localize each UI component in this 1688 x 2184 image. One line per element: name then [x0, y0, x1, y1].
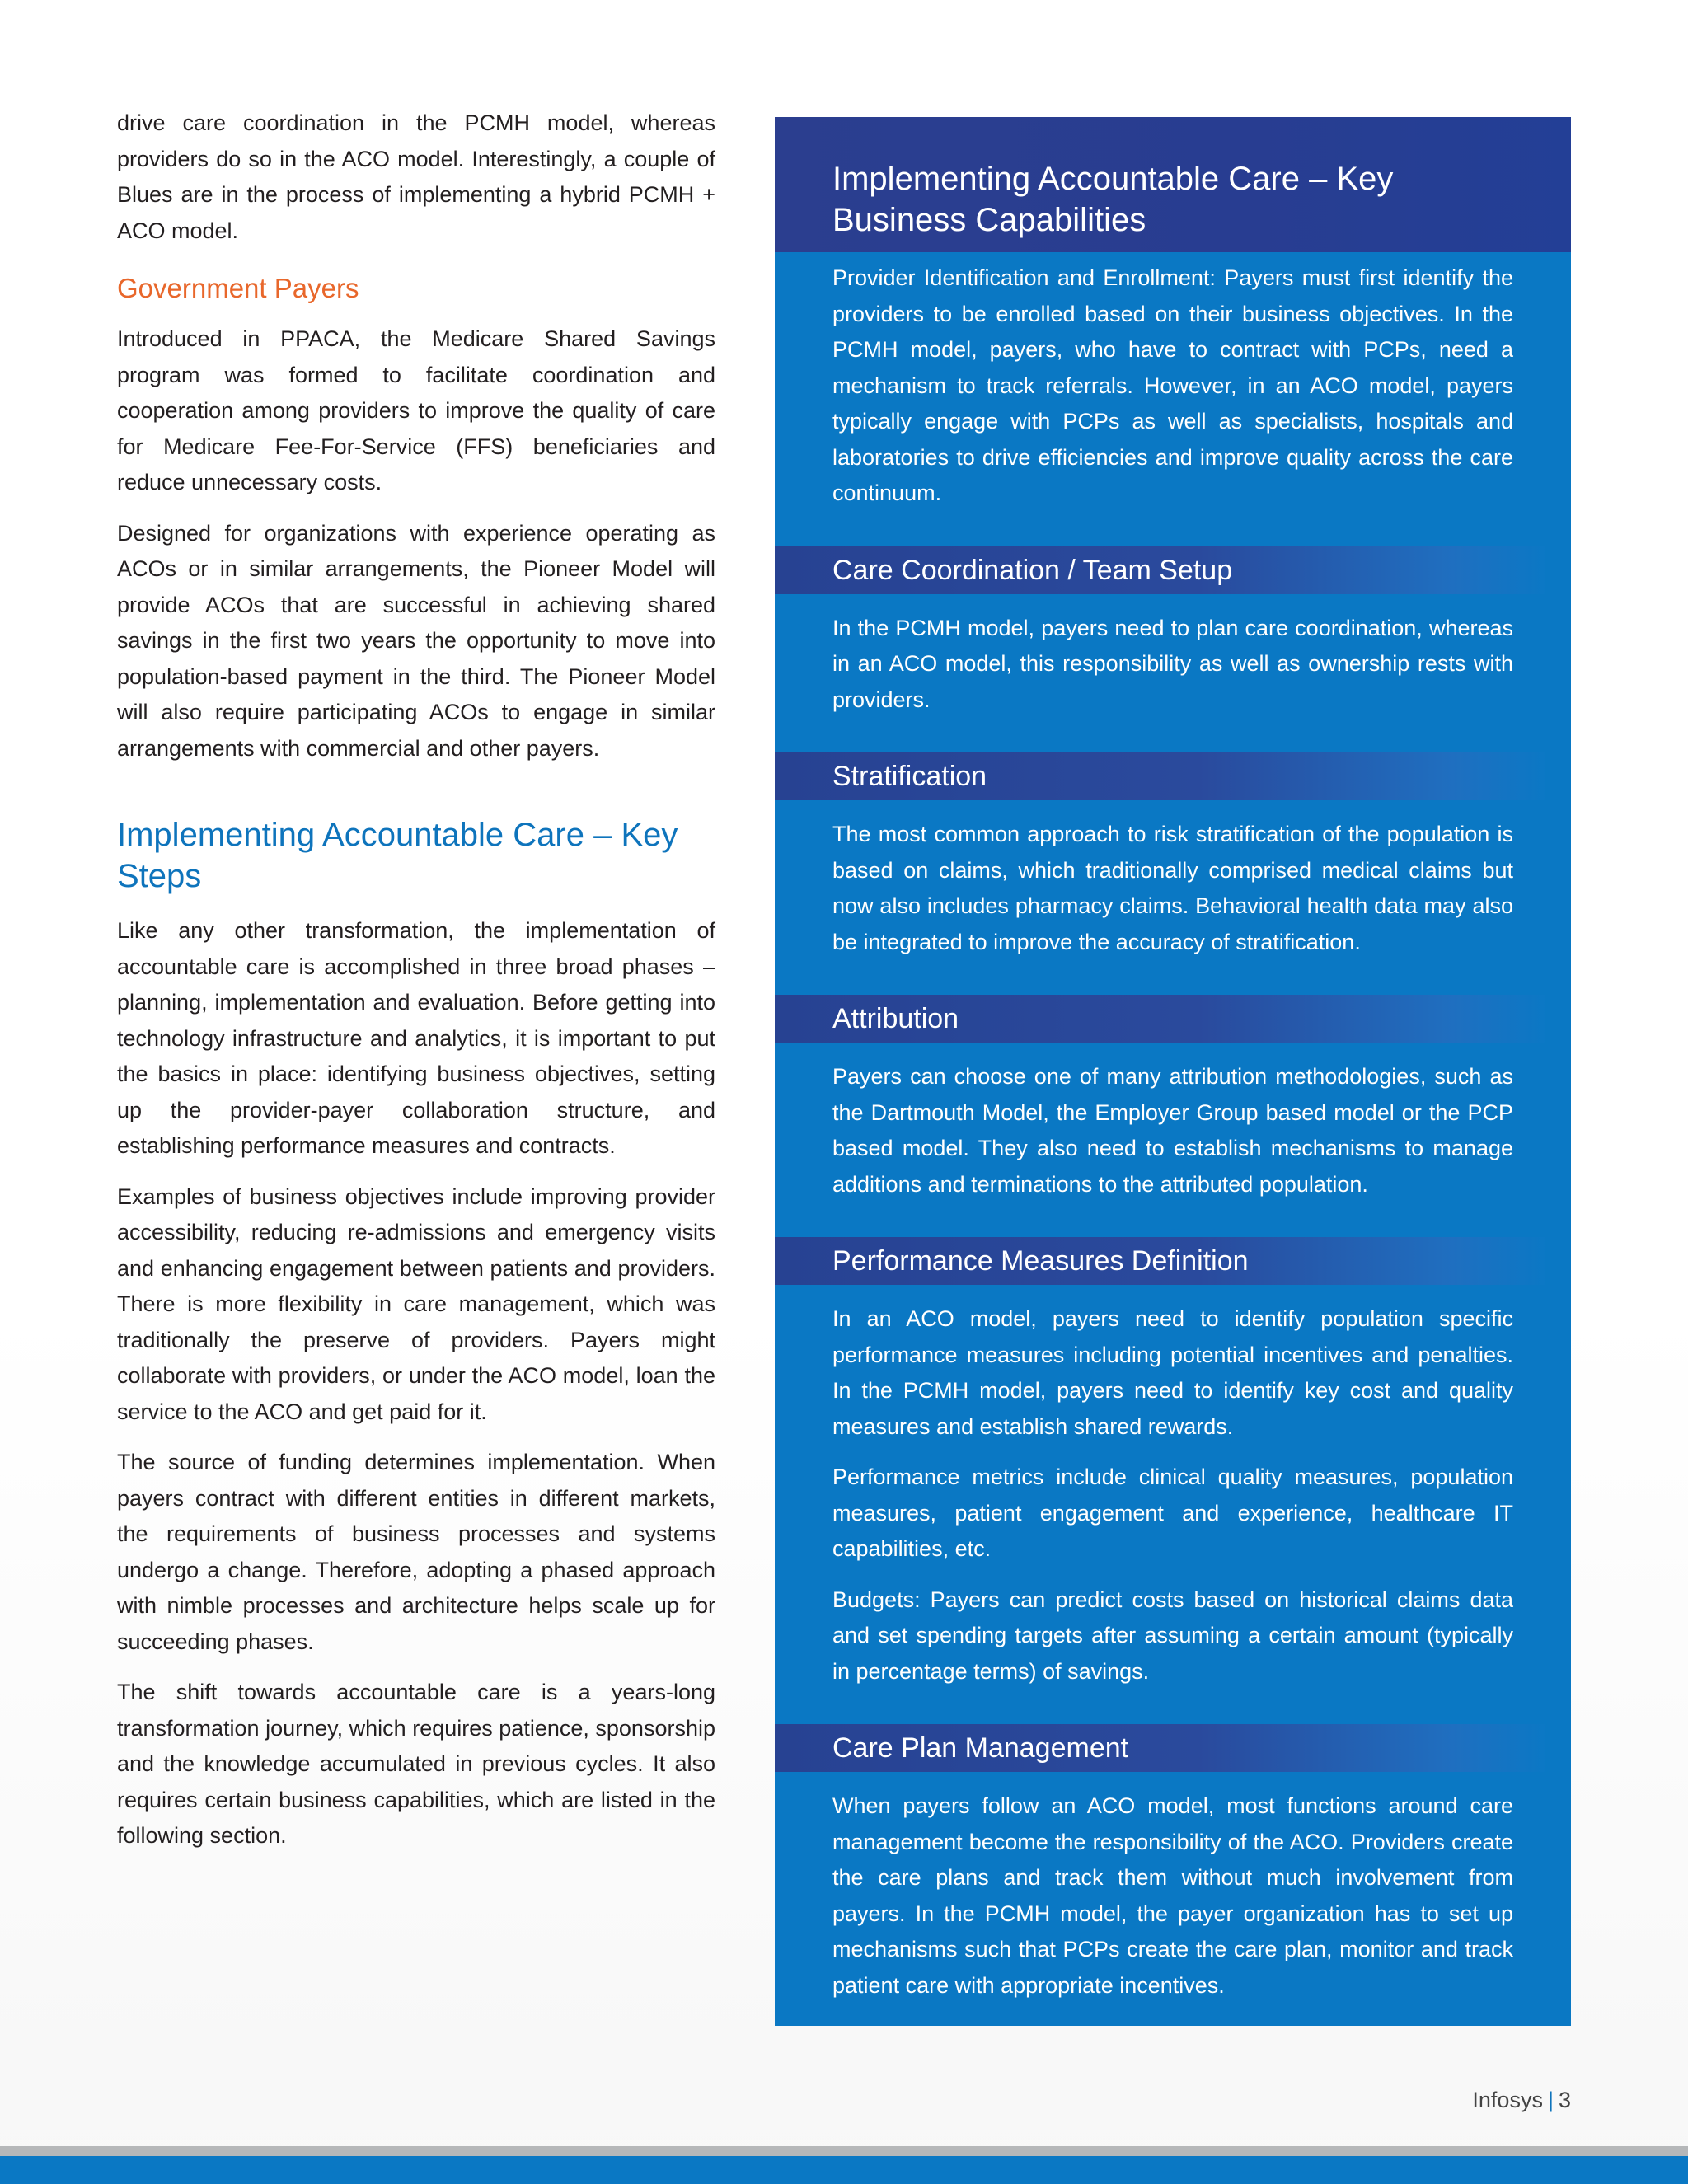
- section-paragraph: Payers can choose one of many attribution methodologies, such as the Dartmouth Model, the Employer Group based model or the PCP based model. They also need to establish mechanisms to manage additions and terminations to the attributed population.: [832, 1064, 1513, 1197]
- section-paragraph: Performance metrics include clinical quality measures, population measures, patient engagement and experience, healthcare IT capabilities, etc.: [832, 1465, 1513, 1561]
- section-band-performance-measures: [775, 1237, 1545, 1285]
- intro-paragraph: drive care coordination in the PCMH model, whereas providers do so in the ACO model. Interestingly, a couple of Blues are in the process of implementing a hybrid PCMH + ACO model.: [117, 110, 715, 243]
- left-column: [117, 105, 715, 1869]
- section-band-care-coordination: [775, 546, 1545, 594]
- section-paragraph: In an ACO model, payers need to identify population specific performance measures including potential incentives and penalties. In the PCMH model, payers need to identify key cost and quality measures and establish shared rewards.: [832, 1306, 1513, 1439]
- section-heading: Attribution: [832, 1003, 959, 1034]
- brand-name: Infosys: [1472, 2088, 1543, 2112]
- section-band-stratification: [775, 752, 1545, 800]
- section-band-attribution: [775, 995, 1545, 1043]
- gov-paragraph: Introduced in PPACA, the Medicare Shared Savings program was formed to facilitate coordination and cooperation among providers to improve the quality of care for Medicare Fee-For-Service (FFS) beneficiaries and reduce unnecessary costs.: [117, 326, 715, 494]
- provider-identification-paragraph: Provider Identification and Enrollment: Payers must first identify the providers to be enrolled based on their business objectives. In the PCMH model, payers, who have to contract with PCPs, need a mechanism to track referrals. However, in an ACO model, payers typically engage with PCPs as well as specialists, hospitals and laboratories to drive efficiencies and improve quality across the care continuum.: [832, 265, 1513, 505]
- footer-separator: |: [1547, 2088, 1554, 2112]
- panel-body: [775, 252, 1571, 2004]
- section-heading: Care Coordination / Team Setup: [832, 554, 1233, 586]
- page-footer: [1472, 2083, 1571, 2116]
- section-heading: Performance Measures Definition: [832, 1245, 1249, 1277]
- section-heading: Care Plan Management: [832, 1732, 1129, 1764]
- section-paragraph: Budgets: Payers can predict costs based on historical claims data and set spending targets after assuming a certain amount (typically in percentage terms) of savings.: [832, 1586, 1513, 1684]
- key-steps-heading: Implementing Accountable Care – Key Steps: [117, 817, 678, 894]
- steps-paragraph: The source of funding determines implementation. When payers contract with different entities in different markets, the requirements of business processes and systems undergo a change. Therefore, adopting a phased approach with nimble processes and architecture helps scale up for succeeding phases.: [117, 1450, 715, 1654]
- section-heading: Stratification: [832, 761, 987, 792]
- section-paragraph: In the PCMH model, payers need to plan care coordination, whereas in an ACO model, this responsibility as well as ownership rests with providers.: [832, 615, 1513, 712]
- panel-header: [775, 117, 1571, 252]
- gov-paragraph: Designed for organizations with experience operating as ACOs or in similar arrangements, the Pioneer Model will provide ACOs that are successful in achieving shared savings in the first two years the opportunity to move into population-based payment in the third. The Pioneer Model will also require participating ACOs to engage in similar arrangements with commercial and other payers.: [117, 520, 715, 761]
- section-band-care-plan: [775, 1724, 1545, 1772]
- steps-paragraph: Like any other transformation, the implementation of accountable care is accomplished in three broad phases – planning, implementation and evaluation. Before getting into technology infrastructure and analytics, it is important to put the basics in place: identifying business objectives, setting up the provider-payer collaboration structure, and establishing performance measures and contracts.: [117, 918, 715, 1158]
- section-paragraph: The most common approach to risk stratification of the population is based on claims, which traditionally comprised medical claims but now also includes pharmacy claims. Behavioral health data may also be integrated to improve the accuracy of stratification.: [832, 822, 1513, 954]
- footer-blue-bar: [0, 2156, 1688, 2184]
- section-paragraph: When payers follow an ACO model, most functions around care management become the responsibility of the ACO. Providers create the care plans and track them without much involvement from payers. In the PCMH model, the payer organization has to set up mechanisms such that PCPs create the care plan, monitor and track patient care with appropriate incentives.: [832, 1793, 1513, 1998]
- panel-title: Implementing Accountable Care – Key Business Capabilities: [832, 161, 1394, 238]
- steps-paragraph: Examples of business objectives include improving provider accessibility, reducing re-admissions and emergency visits and enhancing engagement between patients and providers. There is more flexibility in care management, which was traditionally the preserve of providers. Payers might collaborate with providers, or under the ACO model, loan the service to the ACO and get paid for it.: [117, 1183, 715, 1424]
- government-payers-heading: Government Payers: [117, 273, 359, 303]
- page-number: 3: [1558, 2088, 1571, 2112]
- business-capabilities-panel: [775, 117, 1571, 2026]
- footer-gray-stripe: [0, 2146, 1688, 2156]
- steps-paragraph: The shift towards accountable care is a years-long transformation journey, which requires patience, sponsorship and the knowledge accumulated in previous cycles. It also requires certain business capabilities, which are listed in the following section.: [117, 1680, 715, 1848]
